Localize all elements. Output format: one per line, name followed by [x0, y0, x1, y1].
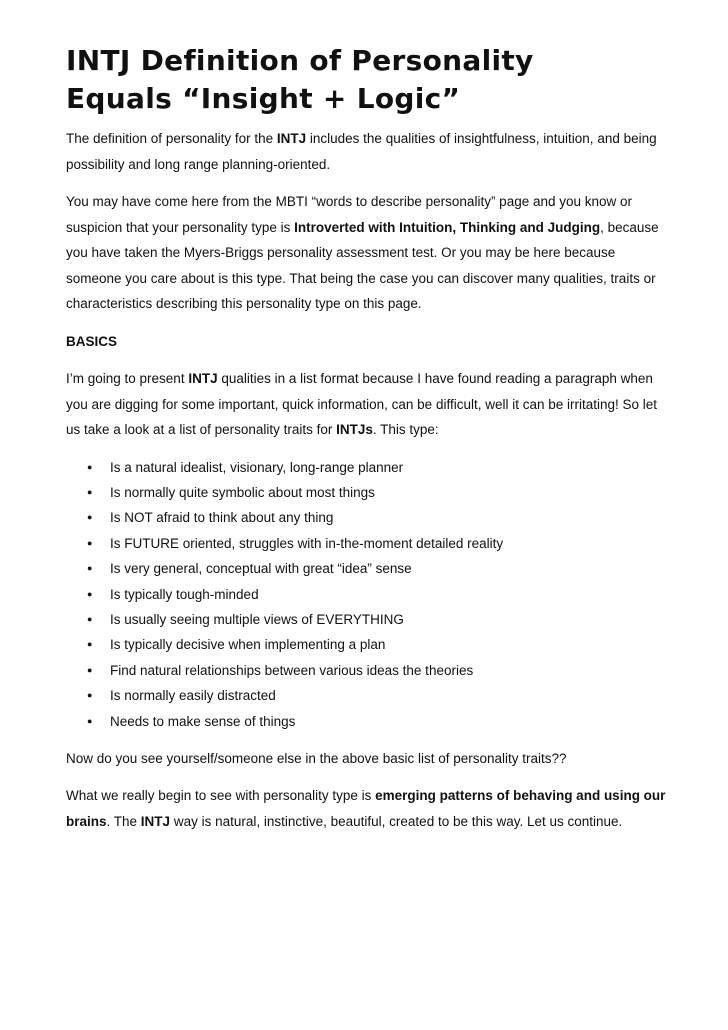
patterns-text-3: way is natural, instinctive, beautiful, created to be this way. Let us continue. [170, 813, 623, 829]
mbti-text-2: , because you have taken the Myers-Briggs personality assessment test. Or you may be here because someone you care about is this type. That being the case you can discover many qualities, traits or characteristics describing this personality type on this page. [66, 219, 659, 311]
traits-list [66, 455, 666, 734]
mbti-bold-type: Introverted with Intuition, Thinking and Judging [294, 219, 601, 235]
mbti-paragraph [66, 189, 666, 317]
list-intro-text-3: . This type: [372, 422, 439, 437]
page-title [66, 42, 666, 118]
intro-text-1: The definition of personality for the [66, 131, 277, 146]
list-intro-bold-intj: INTJ [188, 371, 218, 386]
list-item: ● Is usually seeing multiple views of EVERYTHING [87, 607, 666, 632]
list-item: ● Is FUTURE oriented, struggles with in-the-moment detailed reality [87, 531, 666, 556]
list-item: ● Is NOT afraid to think about any thing [87, 505, 666, 530]
patterns-bold-intj: INTJ [140, 813, 171, 829]
intro-paragraph [66, 126, 666, 177]
list-item: ● Is normally easily distracted [87, 683, 666, 708]
mbti-text-1: You may have come here from the MBTI “words to describe personality” page and you know or suspicion that your personality type is [66, 194, 633, 235]
reflection-paragraph: Now do you see yourself/someone else in the above basic list of personality traits?? [66, 750, 567, 766]
patterns-paragraph [66, 783, 666, 834]
patterns-text-1: What we really begin to see with personality type is [66, 788, 376, 804]
basics-heading: BASICS [66, 333, 118, 349]
intro-bold-intj: INTJ [276, 131, 307, 146]
list-item: ● Is normally quite symbolic about most things [87, 480, 666, 505]
list-intro-paragraph [66, 366, 666, 443]
list-item: ● Needs to make sense of things [87, 709, 666, 734]
title-line-2: Equals “Insight + Logic” [66, 82, 461, 115]
list-item: ● Is a natural idealist, visionary, long-range planner [87, 455, 666, 480]
list-item: ● Is typically tough-minded [87, 582, 666, 607]
document-page [66, 42, 666, 834]
list-item: ● Is very general, conceptual with great “idea” sense [87, 556, 666, 581]
list-intro-text-1: I’m going to present [66, 371, 189, 386]
list-item: ● Find natural relationships between various ideas the theories [87, 658, 666, 683]
list-item: ● Is typically decisive when implementing a plan [87, 632, 666, 657]
intro-text-2: includes the qualities of insightfulness, intuition, and being possibility and long range planning-oriented. [66, 131, 657, 172]
list-intro-text-2: qualities in a list format because I have found reading a paragraph when you are digging for some important, quick information, can be difficult, well it can be irritating! So let us take a look at a list of personality traits for [66, 371, 658, 437]
title-line-1: INTJ Definition of Personality [66, 44, 534, 77]
list-intro-bold-intjs: INTJs [336, 422, 373, 437]
patterns-text-2: . The [106, 813, 141, 829]
patterns-bold-1: emerging patterns of behaving and using our brains [66, 788, 666, 829]
